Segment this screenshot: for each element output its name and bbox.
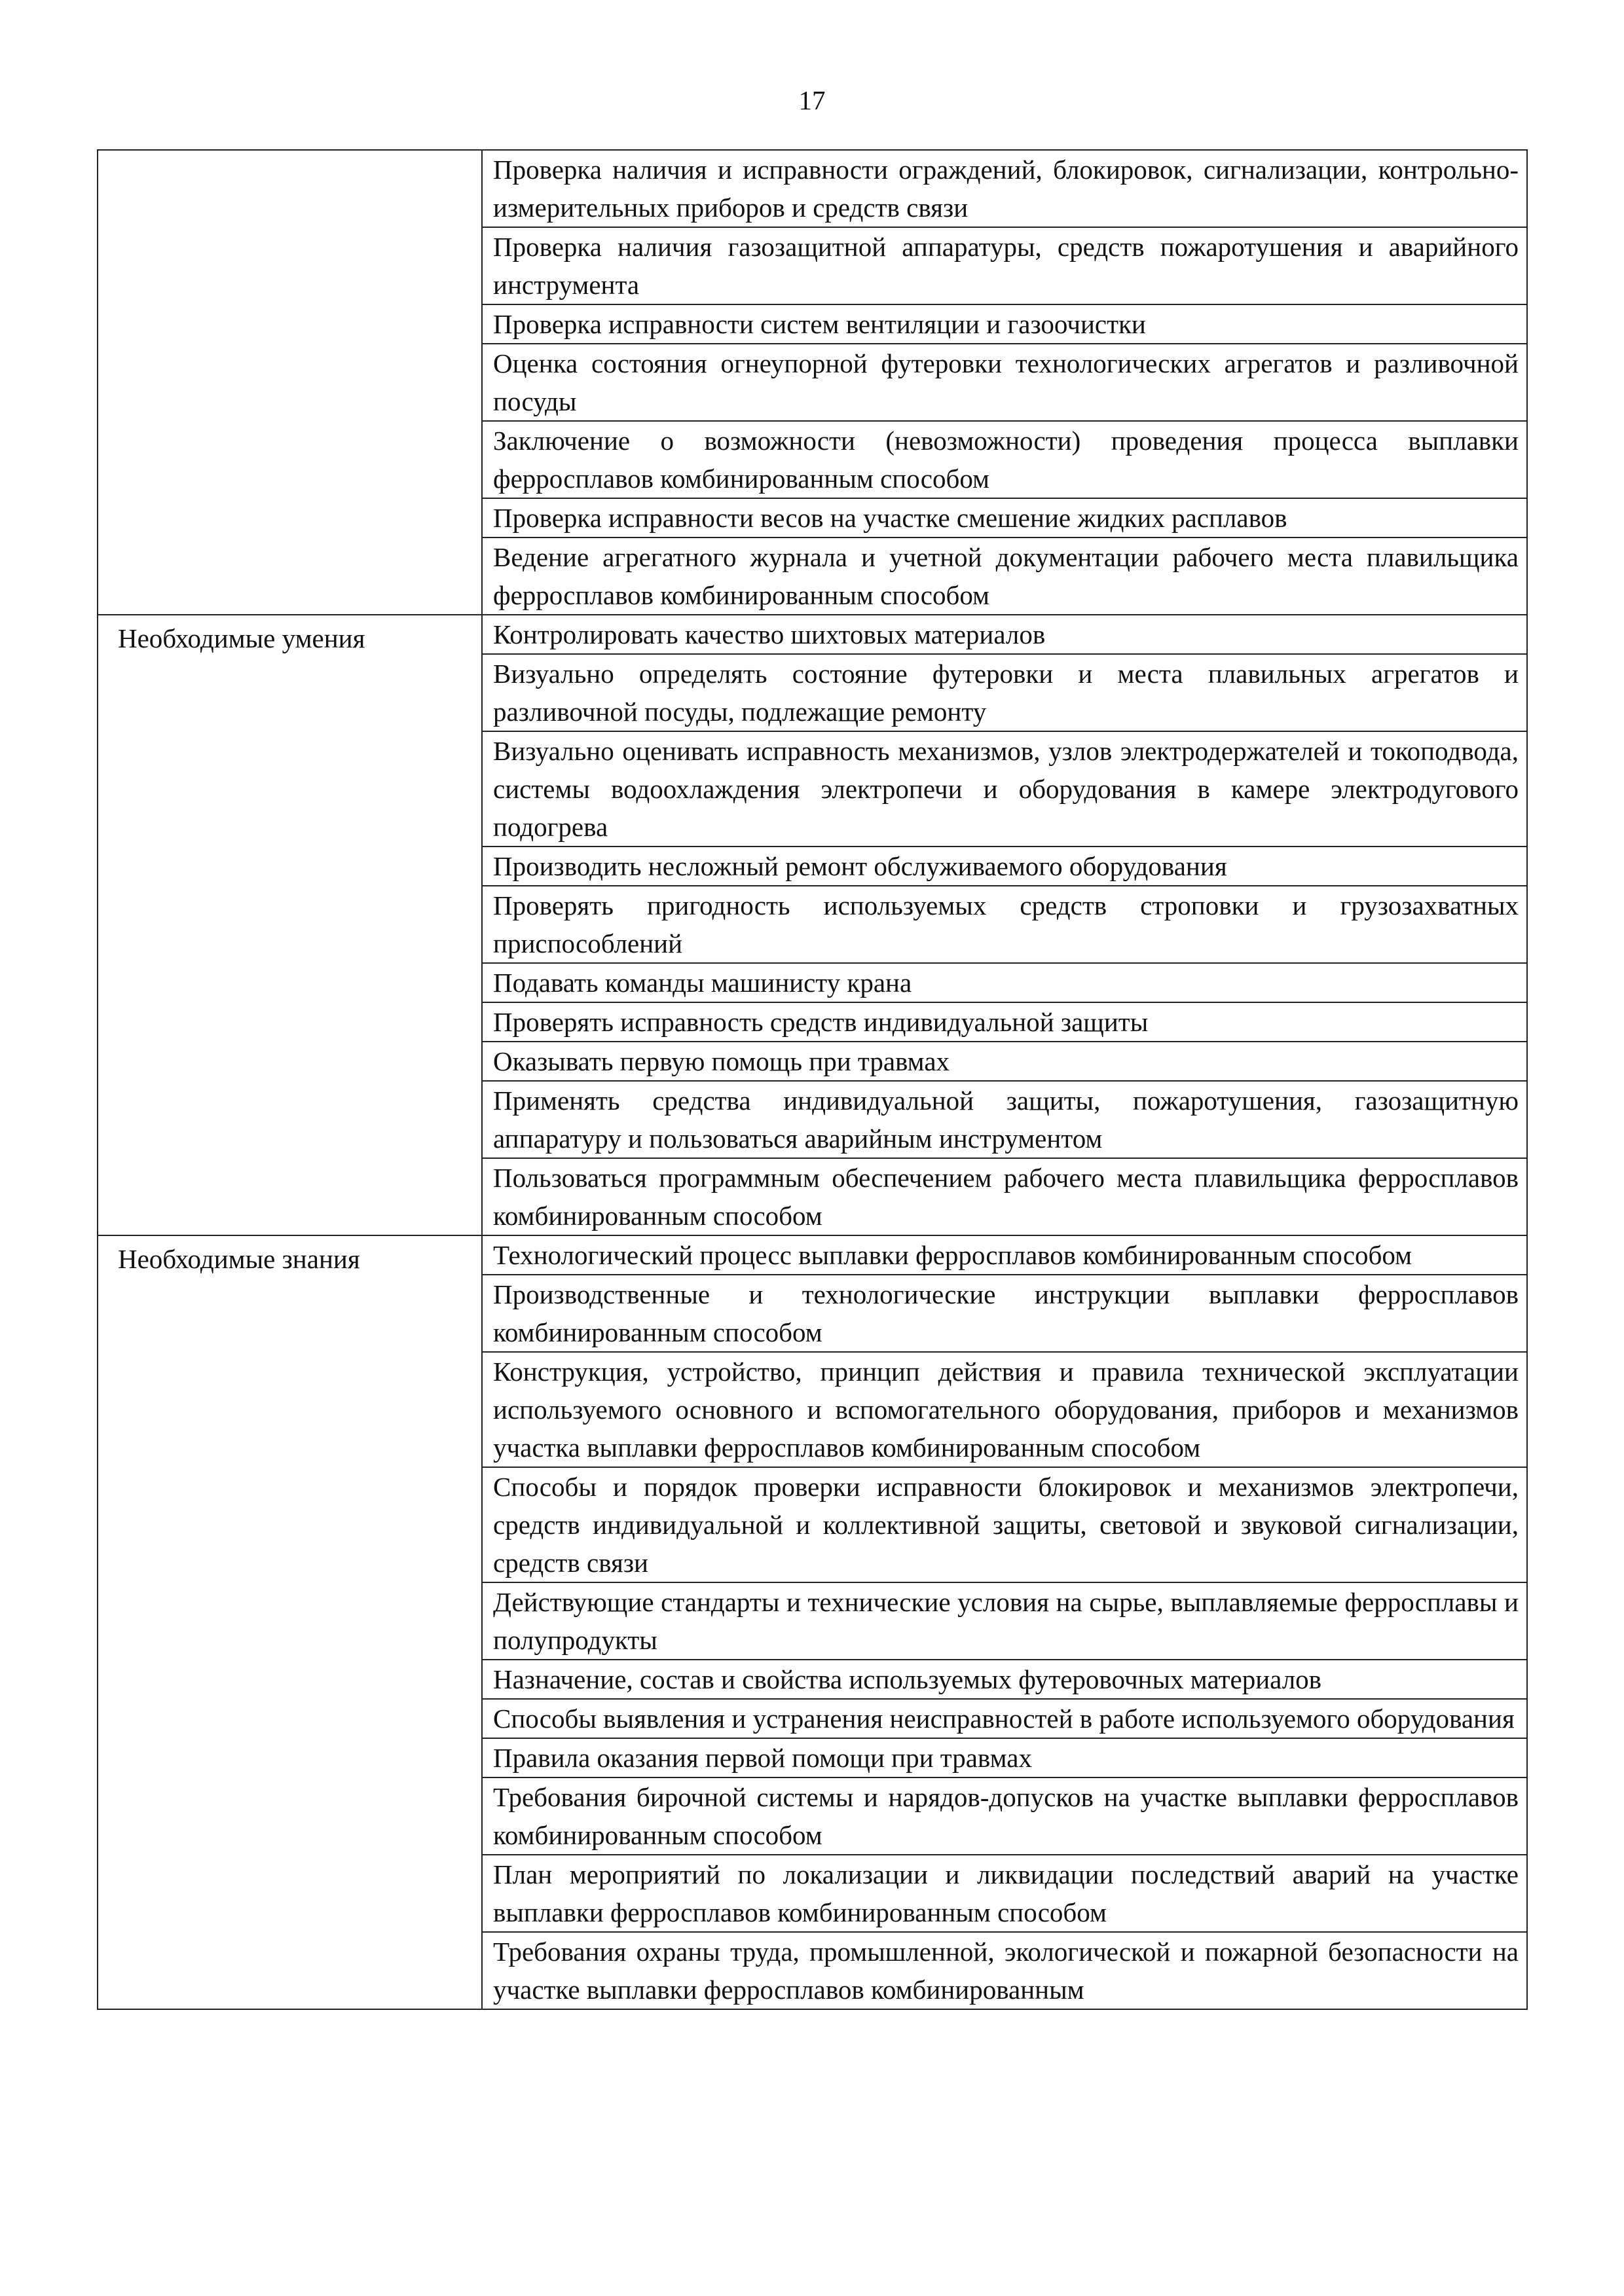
item-cell: Правила оказания первой помощи при травмах — [482, 1738, 1527, 1777]
item-cell: Пользоваться программным обеспечением рабочего места плавильщика ферросплавов комбинированным способом — [482, 1158, 1527, 1235]
item-cell: Производить несложный ремонт обслуживаемого оборудования — [482, 847, 1527, 886]
item-cell: Способы и порядок проверки исправности блокировок и механизмов электропечи, средств индивидуальной и коллективной защиты, световой и звуковой сигнализации, средств связи — [482, 1467, 1527, 1582]
item-cell: Требования охраны труда, промышленной, экологической и пожарной безопасности на участке выплавки ферросплавов комбинированным — [482, 1932, 1527, 2009]
item-cell: Оказывать первую помощь при травмах — [482, 1042, 1527, 1081]
item-cell: Подавать команды машинисту крана — [482, 963, 1527, 1002]
item-cell: Назначение, состав и свойства используемых футеровочных материалов — [482, 1660, 1527, 1699]
item-cell: Заключение о возможности (невозможности) проведения процесса выплавки ферросплавов комбинированным способом — [482, 421, 1527, 498]
table-row — [98, 1235, 1527, 1275]
item-cell: Проверка наличия и исправности ограждений, блокировок, сигнализации, контрольно-измерительных приборов и средств связи — [482, 150, 1527, 227]
item-cell: Требования бирочной системы и нарядов-допусков на участке выплавки ферросплавов комбинированным способом — [482, 1777, 1527, 1855]
item-cell: Производственные и технологические инструкции выплавки ферросплавов комбинированным способом — [482, 1275, 1527, 1352]
item-cell: Действующие стандарты и технические условия на сырье, выплавляемые ферросплавы и полупродукты — [482, 1582, 1527, 1660]
item-cell: Визуально определять состояние футеровки и места плавильных агрегатов и разливочной посуды, подлежащие ремонту — [482, 654, 1527, 731]
item-cell: План мероприятий по локализации и ликвидации последствий аварий на участке выплавки ферросплавов комбинированным способом — [482, 1855, 1527, 1932]
item-cell: Способы выявления и устранения неисправностей в работе используемого оборудования — [482, 1699, 1527, 1738]
item-cell: Оценка состояния огнеупорной футеровки технологических агрегатов и разливочной посуды — [482, 344, 1527, 421]
item-cell: Проверка наличия газозащитной аппаратуры, средств пожаротушения и аварийного инструмента — [482, 227, 1527, 304]
item-cell: Применять средства индивидуальной защиты, пожаротушения, газозащитную аппаратуру и пользоваться аварийным инструментом — [482, 1081, 1527, 1158]
item-cell: Проверка исправности систем вентиляции и газоочистки — [482, 304, 1527, 344]
category-cell — [98, 150, 482, 615]
item-cell: Конструкция, устройство, принцип действия и правила технической эксплуатации используемого основного и вспомогательного оборудования, приборов и механизмов участка выплавки ферросплавов комбинированным способом — [482, 1352, 1527, 1467]
page-number: 17 — [798, 85, 826, 115]
requirements-table — [97, 149, 1528, 2010]
item-cell: Проверять пригодность используемых средств строповки и грузозахватных приспособлений — [482, 886, 1527, 963]
table-row — [98, 150, 1527, 227]
item-cell: Визуально оценивать исправность механизмов, узлов электродержателей и токоподвода, системы водоохлаждения электропечи и оборудования в камере электродугового подогрева — [482, 731, 1527, 847]
category-cell: Необходимые знания — [98, 1235, 482, 2009]
table-row — [98, 615, 1527, 654]
table-body — [98, 150, 1527, 2009]
item-cell: Технологический процесс выплавки ферросплавов комбинированным способом — [482, 1235, 1527, 1275]
category-cell: Необходимые умения — [98, 615, 482, 1235]
item-cell: Проверка исправности весов на участке смешение жидких расплавов — [482, 498, 1527, 538]
item-cell: Ведение агрегатного журнала и учетной документации рабочего места плавильщика ферросплавов комбинированным способом — [482, 538, 1527, 615]
item-cell: Контролировать качество шихтовых материалов — [482, 615, 1527, 654]
item-cell: Проверять исправность средств индивидуальной защиты — [482, 1002, 1527, 1042]
